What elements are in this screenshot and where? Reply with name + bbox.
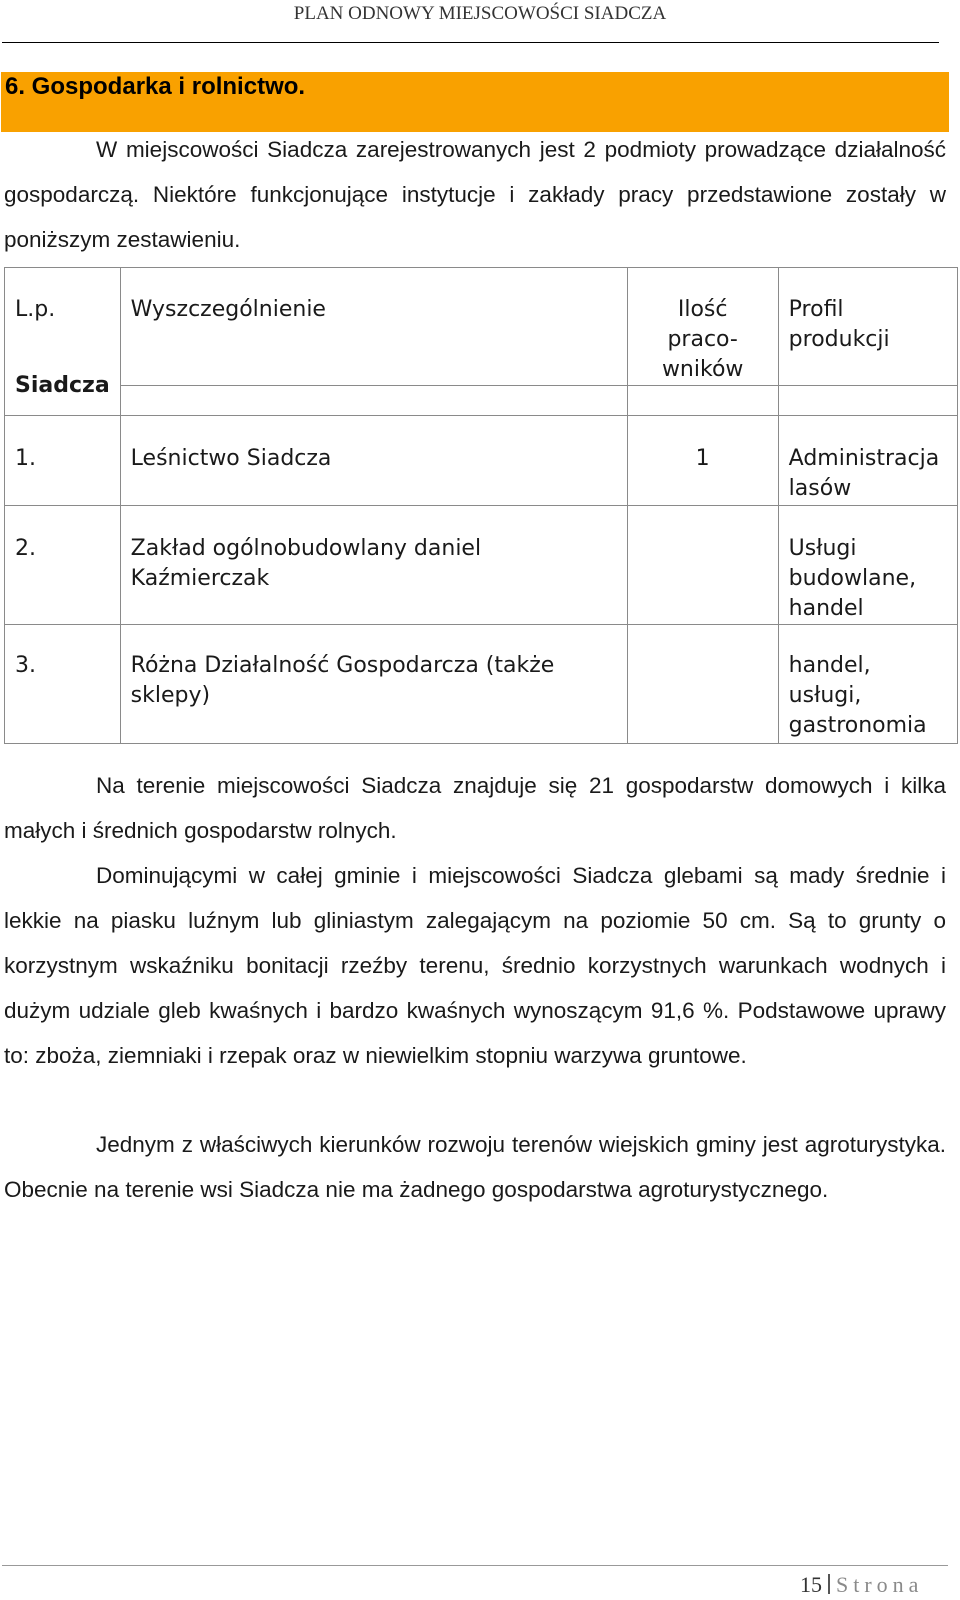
row-3-count — [627, 625, 778, 744]
running-header: PLAN ODNOWY MIEJSCOWOŚCI SIADCZA — [293, 3, 667, 24]
section-heading: 6. Gospodarka i rolnictwo. — [1, 72, 949, 132]
households-paragraph-text: Na terenie miejscowości Siadcza znajduje się 21 gospodarstw domowych i kilka małych i średnich gospodarstw rolnych. — [4, 773, 946, 843]
firms-table — [4, 267, 958, 744]
row-1-count: 1 — [627, 416, 778, 506]
header-rule — [2, 42, 939, 43]
agrotourism-paragraph-text: Jednym z właściwych kierunków rozwoju terenów wiejskich gminy jest agroturystyka. Obecnie na terenie wsi Siadcza nie ma żadnego gospodarstwa agroturystycznego. — [4, 1132, 946, 1202]
row-2-profile: Usługi budowlane, handel — [778, 506, 957, 625]
group-row-profile-cell — [778, 386, 957, 416]
page-footer-separator — [828, 1574, 830, 1594]
header-lp-cell — [5, 268, 121, 416]
header-count-line3: wników — [661, 357, 744, 382]
header-name: Wyszczególnienie — [130, 297, 326, 322]
header-count-cell — [627, 268, 778, 386]
row-1-name: Leśnictwo Siadcza — [120, 416, 627, 506]
header-name-cell — [120, 268, 627, 386]
footer-rule — [2, 1565, 948, 1566]
row-2-lp: 2. — [5, 506, 121, 625]
header-count-line2: praco- — [667, 327, 738, 352]
header-count-line1: Ilość — [677, 297, 728, 322]
table-header-row — [5, 268, 958, 386]
households-paragraph — [4, 763, 946, 853]
table-row — [5, 416, 958, 506]
header-profile: Profil produkcji — [788, 297, 890, 352]
page-number: 15 — [800, 1572, 822, 1597]
intro-paragraph-text: W miejscowości Siadcza zarejestrowanych jest 2 podmioty prowadzące działalność gospodarczą. Niektóre funkcjonujące instytucje i zakłady pracy przedstawione zostały w poniższym zestawieniu. — [4, 137, 946, 252]
intro-paragraph — [4, 127, 946, 262]
table-row — [5, 625, 958, 744]
agrotourism-paragraph — [4, 1122, 946, 1212]
row-1-lp: 1. — [5, 416, 121, 506]
row-2-name: Zakład ogólnobudowlany daniel Kaźmierczak — [120, 506, 627, 625]
group-label: Siadcza — [15, 373, 110, 398]
soils-paragraph — [4, 853, 946, 1078]
row-3-name: Różna Działalność Gospodarcza (także sklepy) — [120, 625, 627, 744]
row-3-profile: handel, usługi, gastronomia — [778, 625, 957, 744]
page-word: Strona — [836, 1572, 924, 1597]
row-1-profile: Administracja lasów — [778, 416, 957, 506]
header-lp: L.p. — [15, 297, 56, 322]
header-profile-cell — [778, 268, 957, 386]
table-row — [5, 506, 958, 625]
row-2-count — [627, 506, 778, 625]
group-row-name-cell — [120, 386, 627, 416]
group-row — [5, 386, 958, 416]
row-3-lp: 3. — [5, 625, 121, 744]
page-footer — [800, 1572, 923, 1598]
soils-paragraph-text: Dominującymi w całej gminie i miejscowości Siadcza glebami są mady średnie i lekkie na piasku luźnym lub gliniastym zalegającym na poziomie 50 cm. Są to grunty o korzystnym wskaźniku bonitacji rzeźby terenu, średnio korzystnych warunkach wodnych i dużym udziale gleb kwaśnych i bardzo kwaśnych wynoszącym 91,6 %. Podstawowe uprawy to: zboża, ziemniaki i rzepak oraz w niewielkim stopniu warzywa gruntowe. — [4, 863, 946, 1068]
group-row-count-cell — [627, 386, 778, 416]
